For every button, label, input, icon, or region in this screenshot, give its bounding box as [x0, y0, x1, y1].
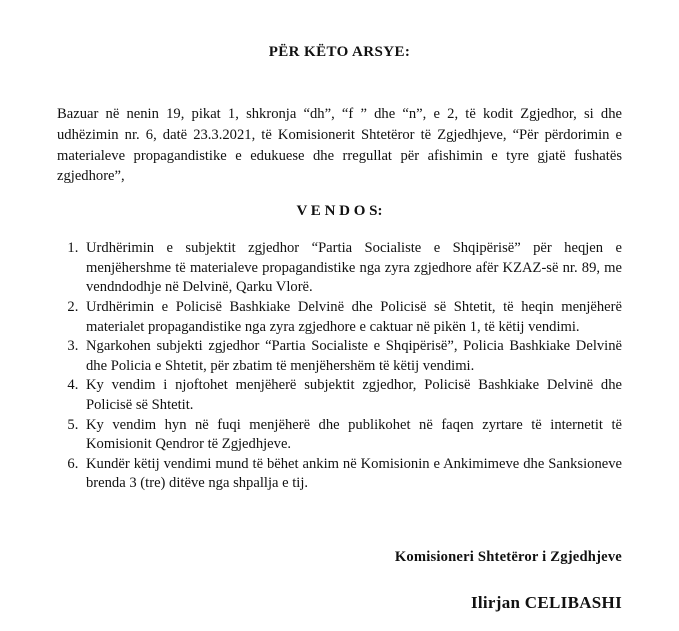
signer-name: Ilirjan CELIBASHI [470, 592, 622, 612]
decision-item-2: 2. Urdhërimin e Policisë Bashkiake Delvinë dhe Policisë së Shtetit, të heqin menjëherë materialet propagandistike nga zyra zgjedhore e caktuar në pikën 1, të këtij vendimi. [82, 298, 622, 337]
document-heading: PËR KËTO ARSYE: [268, 44, 411, 60]
decision-item-4: 4. Ky vendim i njoftohet menjëherë subjektit zgjedhor, Policisë Bashkiake Delvinë dhe Policisë së Shtetit. [82, 376, 622, 415]
decision-item-5: 5. Ky vendim hyn në fuqi menjëherë dhe publikohet në faqen zyrtare të internetit të Komisionit Qendror të Zgjedhjeve. [82, 416, 622, 455]
decision-item-1: 1. Urdhërimin e subjektit zgjedhor “Partia Socialiste e Shqipërisë” për heqjen e menjëhershme të materialeve propagandistike nga zyra zgjedhore afër KZAZ-së nr. 89, me vendndodhje në Delvinë, Qarku Vlorë. [82, 239, 622, 298]
decision-heading: V E N D O S: [296, 203, 383, 220]
signer-title: Komisioneri Shtetëror i Zgjedhjeve [394, 548, 622, 565]
signature-block [57, 549, 622, 613]
intro-paragraph: Bazuar në nenin 19, pikat 1, shkronja “dh”, “f ” dhe “n”, e 2, të kodit Zgjedhor, si dhe udhëzimin nr. 6, datë 23.3.2021, të Komisionerit Shtetëror të Zgjedhjeve, “Për përdorimin e materialeve propagandistike e edukuese dhe rregullat për afishimin e tyre gjatë fushatës zgjedhore”, [57, 106, 622, 185]
decision-item-3: 3. Ngarkohen subjekti zgjedhor “Partia Socialiste e Shqipërisë”, Policia Bashkiake Delvinë dhe Policia e Shtetit, për zbatim të menjëhershëm të këtij vendimi. [82, 337, 622, 376]
decision-list [57, 239, 622, 494]
decision-item-6: 6. Kundër këtij vendimi mund të bëhet ankim në Komisionin e Ankimimeve dhe Sanksioneve brenda 3 (tre) ditëve nga shpallja e tij. [82, 455, 622, 494]
